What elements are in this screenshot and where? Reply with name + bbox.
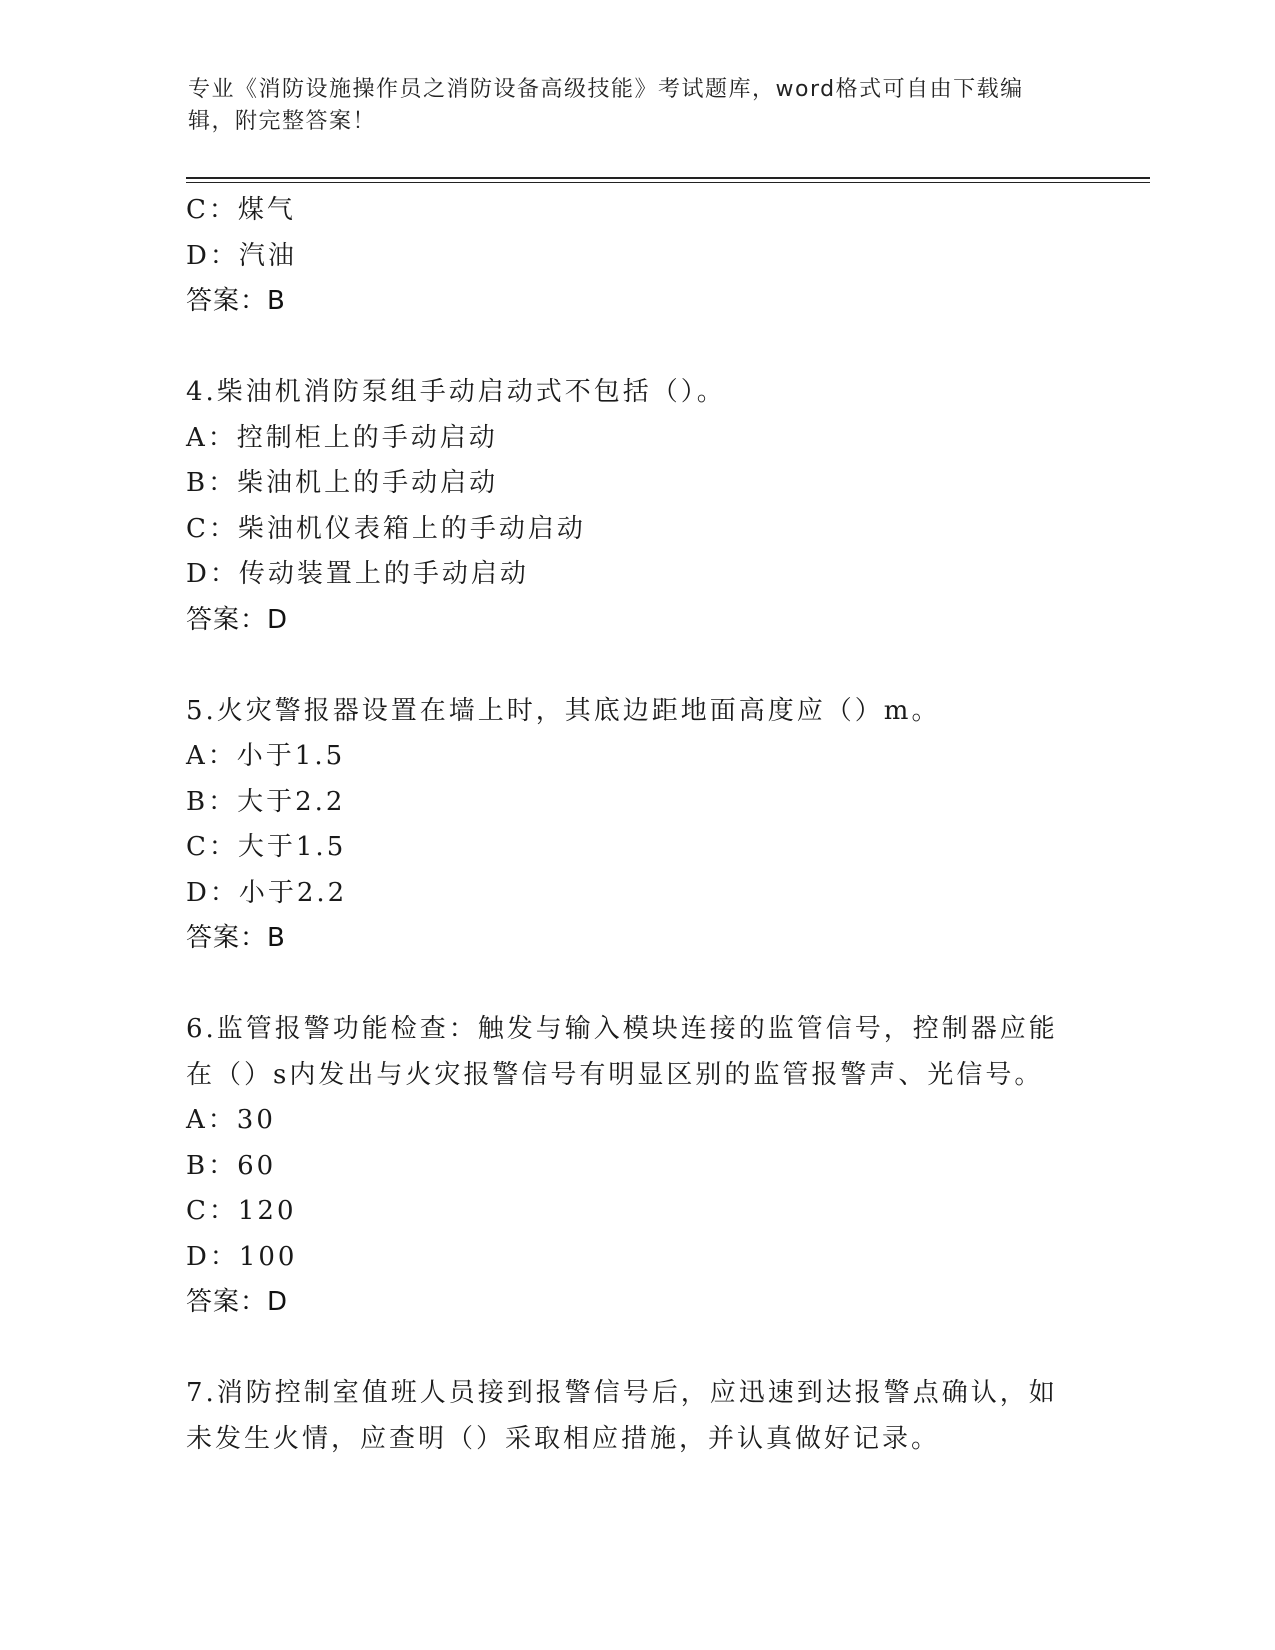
answer: 答案：B	[186, 923, 286, 953]
spacer	[186, 962, 1066, 1008]
option-c: C：煤气	[186, 195, 296, 225]
option-d: D：传动装置上的手动启动	[186, 559, 529, 589]
question-4	[186, 370, 1066, 643]
option-b: B：柴油机上的手动启动	[186, 468, 499, 498]
answer: 答案：D	[186, 604, 289, 635]
question-stem: 7.消防控制室值班人员接到报警信号后，应迅速到达报警点确认，如未发生火情，应查明（）采取相应措施，并认真做好记录。	[186, 1378, 1058, 1454]
option-a: A：30	[186, 1105, 276, 1135]
header-double-rule	[186, 177, 1150, 183]
option-c: C：柴油机仪表箱上的手动启动	[186, 513, 586, 544]
option-c: C：120	[186, 1196, 297, 1226]
option-d: D：汽油	[186, 240, 297, 271]
question-stem: 6.监管报警功能检查：触发与输入模块连接的监管信号，控制器应能在（）s内发出与火灾报警信号有明显区别的监管报警声、光信号。	[186, 1014, 1058, 1090]
partial-question	[186, 188, 1066, 325]
question-7	[186, 1371, 1066, 1462]
question-list	[186, 188, 1066, 1462]
question-6	[186, 1007, 1066, 1326]
option-d: D：100	[186, 1241, 298, 1272]
question-stem: 4.柴油机消防泵组手动启动式不包括（）。	[186, 377, 726, 407]
option-d: D：小于2.2	[186, 877, 348, 908]
spacer	[186, 1326, 1066, 1372]
question-5	[186, 689, 1066, 962]
page-header: 专业《消防设施操作员之消防设备高级技能》考试题库，word格式可自由下载编辑，附完整答案！	[188, 77, 1024, 134]
option-b: B：60	[186, 1150, 277, 1181]
spacer	[186, 325, 1066, 371]
answer: 答案：D	[186, 1287, 289, 1317]
option-a: A：控制柜上的手动启动	[186, 422, 498, 453]
option-a: A：小于1.5	[186, 741, 346, 771]
option-c: C：大于1.5	[186, 832, 347, 862]
answer: 答案：B	[186, 286, 286, 316]
option-b: B：大于2.2	[186, 786, 346, 817]
spacer	[186, 643, 1066, 689]
question-stem: 5.火灾警报器设置在墙上时，其底边距地面高度应（）m。	[186, 695, 941, 726]
